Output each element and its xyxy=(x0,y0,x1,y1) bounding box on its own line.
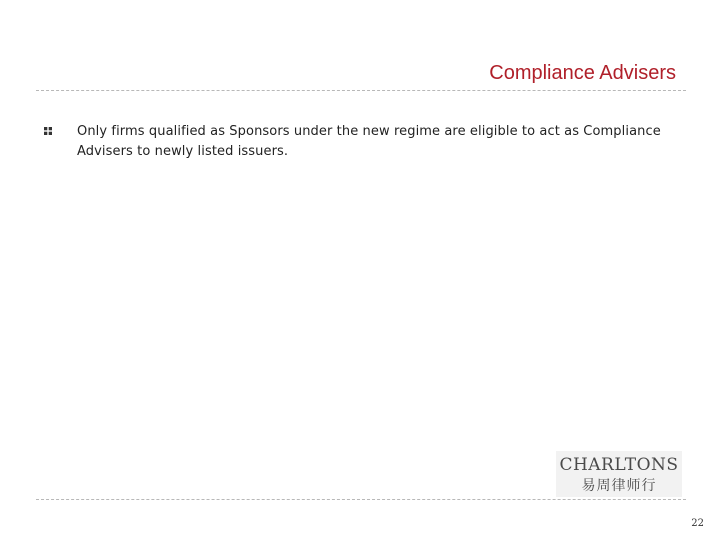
bullet-text: Only firms qualified as Sponsors under the new regime are eligible to act as Compliance Advisers to newly listed issuers. xyxy=(77,124,661,159)
title-divider xyxy=(36,90,686,91)
logo-chinese: 易周律师行 xyxy=(581,478,657,494)
footer-divider xyxy=(36,499,686,500)
logo-english: CHARLTONS xyxy=(559,455,679,475)
quad-diamond-bullet-icon xyxy=(44,127,52,135)
slide-title: Compliance Advisers xyxy=(489,62,676,84)
charltons-logo xyxy=(556,451,682,497)
page-number: 22 xyxy=(691,518,704,529)
